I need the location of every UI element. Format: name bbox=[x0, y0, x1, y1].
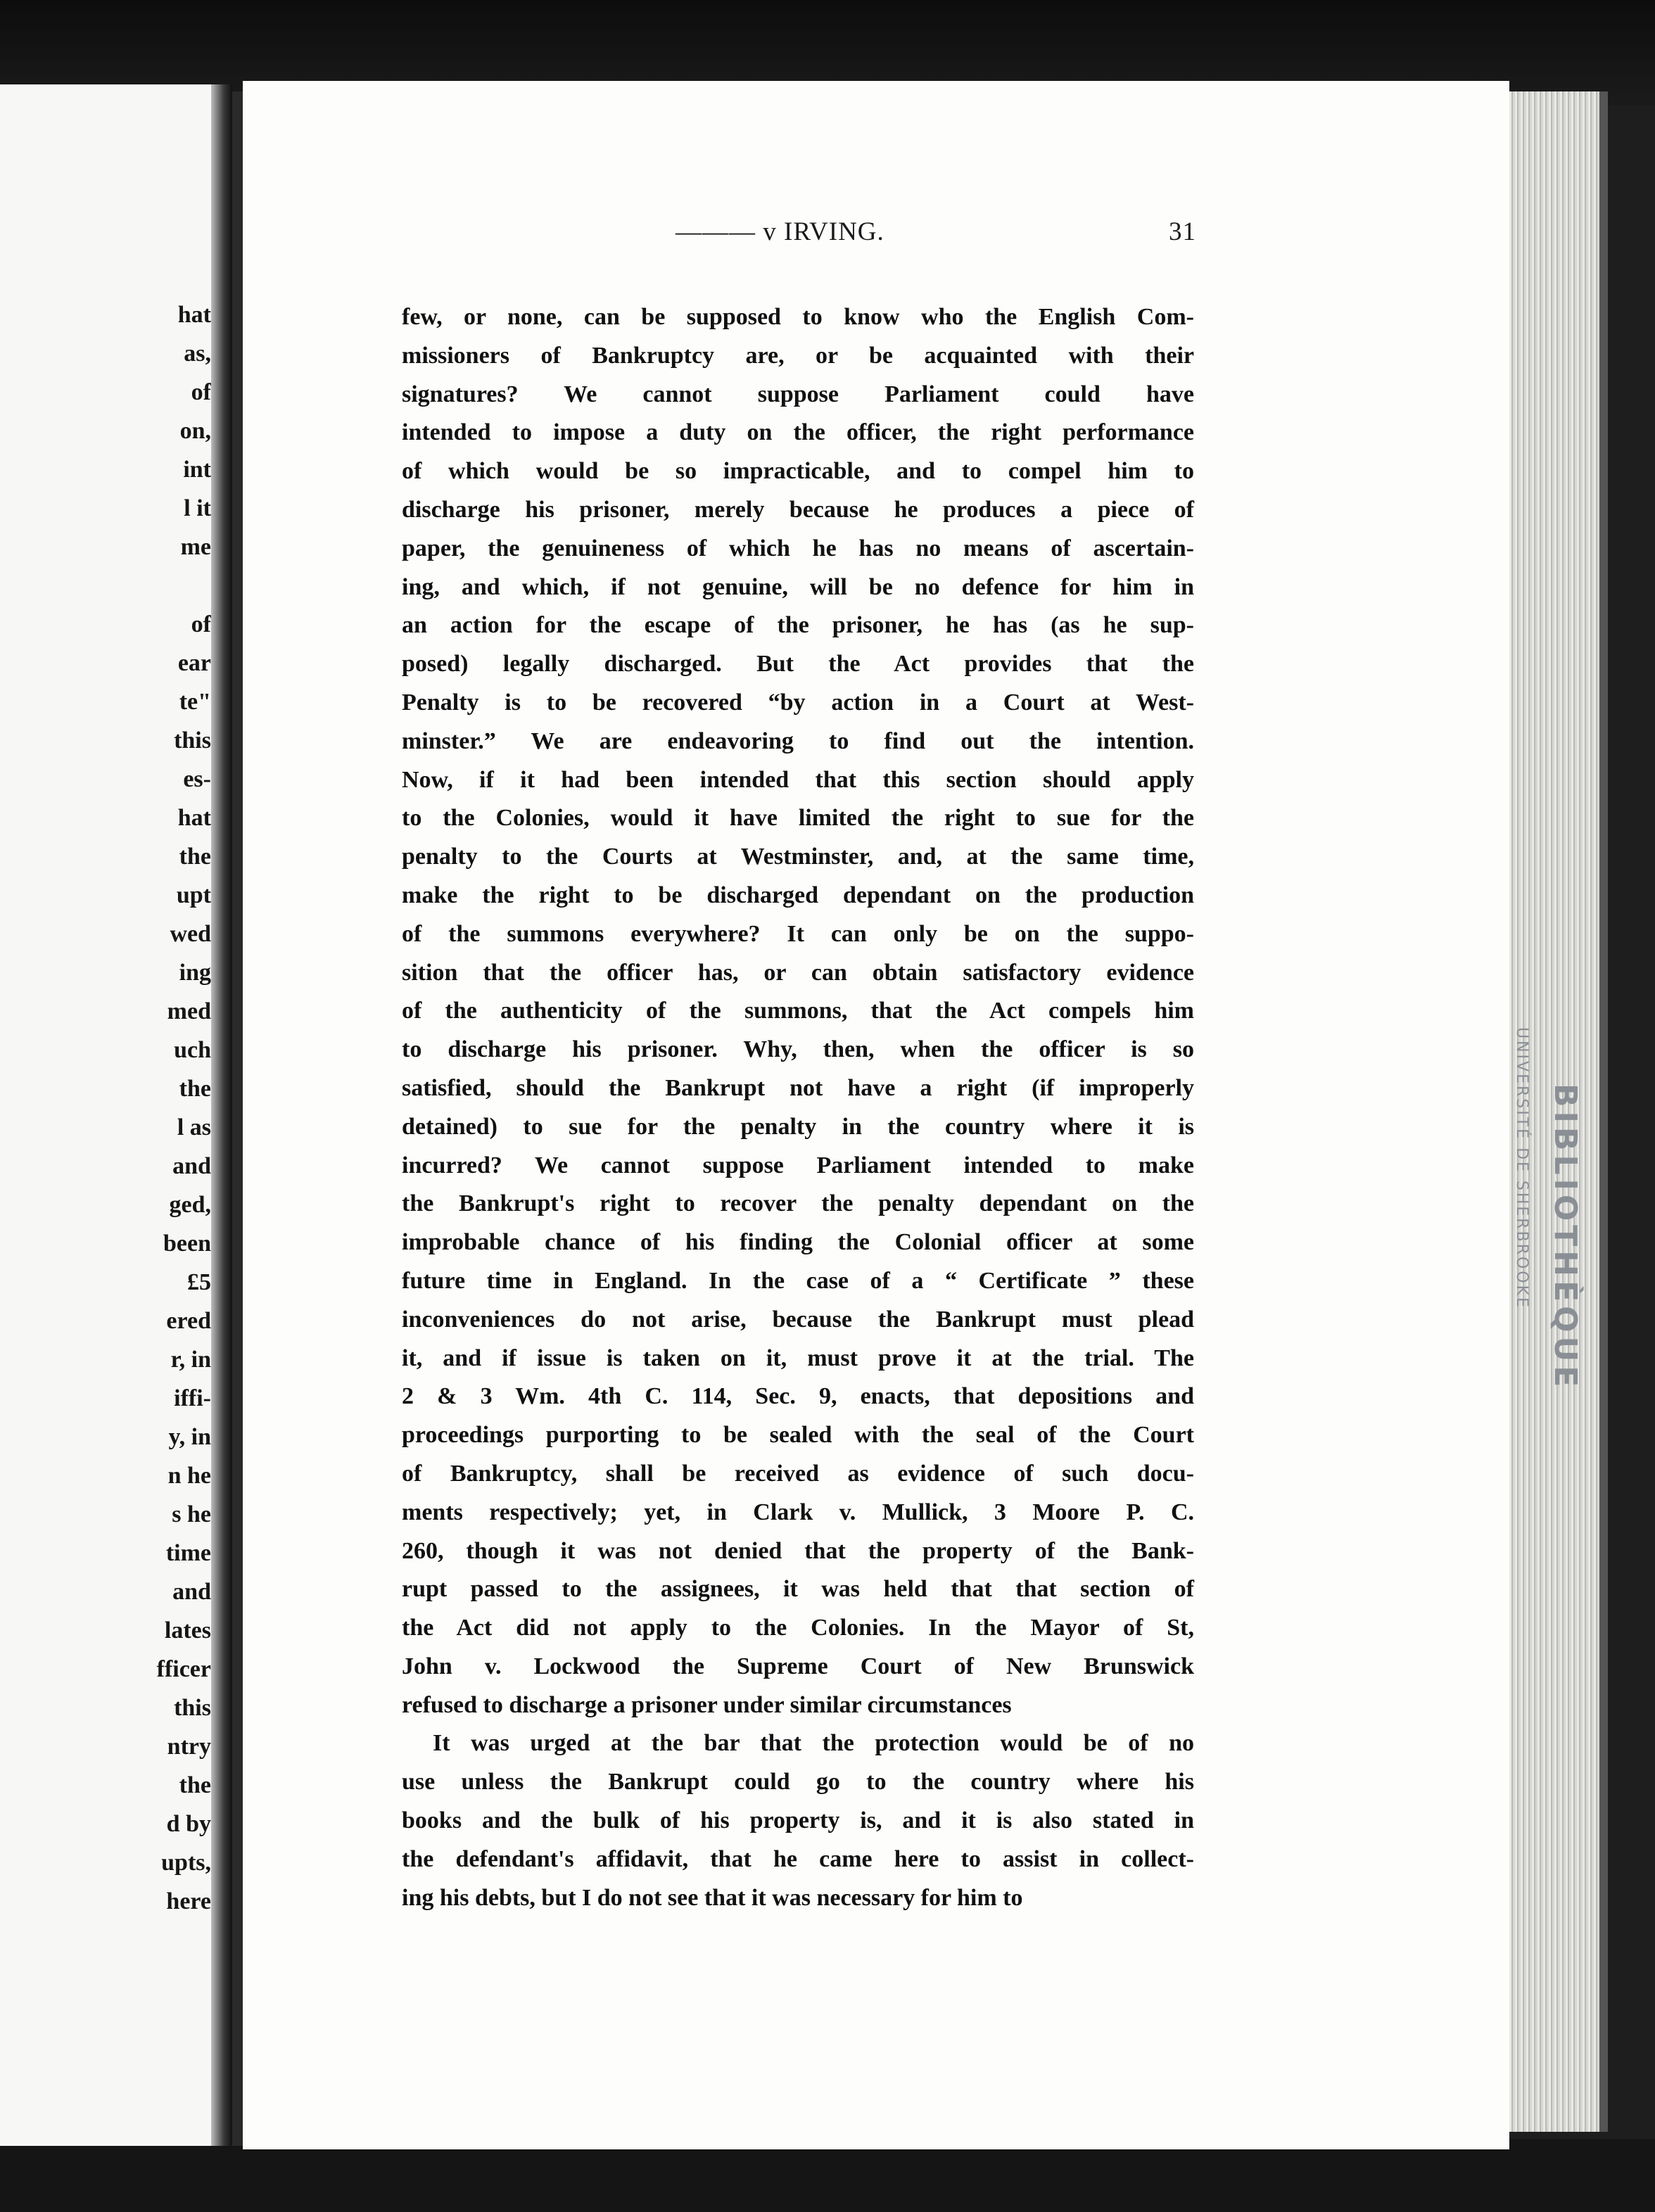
text-line: signatures? We cannot suppose Parliament could have bbox=[402, 381, 1194, 407]
text-line: 2 & 3 Wm. 4th C. 114, Sec. 9, enacts, that depositions and bbox=[402, 1383, 1194, 1410]
left-page-fragment: l as bbox=[177, 1114, 211, 1140]
text-line: of Bankruptcy, shall be received as evidence of such docu- bbox=[402, 1460, 1194, 1487]
left-page-text-fragments bbox=[7, 295, 218, 1921]
left-page-fragment: n he bbox=[167, 1463, 211, 1489]
text-line: Now, if it had been intended that this section should apply bbox=[402, 766, 1194, 793]
text-line: sition that the officer has, or can obtain satisfactory evidence bbox=[402, 959, 1194, 986]
running-head-title: ——— v IRVING. bbox=[676, 217, 884, 246]
left-page-fragment: fficer bbox=[156, 1656, 211, 1682]
text-line: the Act did not apply to the Colonies. In the Mayor of St, bbox=[402, 1615, 1194, 1641]
text-line: of the authenticity of the summons, that the Act compels him bbox=[402, 998, 1194, 1024]
left-page-fragment: wed bbox=[170, 921, 211, 947]
left-page-fragment: te" bbox=[179, 689, 211, 715]
text-line: detained) to sue for the penalty in the country where it is bbox=[402, 1113, 1194, 1140]
text-line: of the summons everywhere? It can only be on the suppo- bbox=[402, 920, 1194, 947]
left-page-fragment: this bbox=[174, 1695, 211, 1721]
left-page-fragment: y, in bbox=[168, 1424, 211, 1450]
left-page-fragment: l it bbox=[184, 495, 211, 521]
text-line: minster.” We are endeavoring to find out the intention. bbox=[402, 727, 1194, 754]
text-line: the Bankrupt's right to recover the penalty dependant on the bbox=[402, 1190, 1194, 1217]
running-head bbox=[676, 217, 1196, 252]
left-page-fragment: int bbox=[183, 457, 211, 483]
text-line: proceedings purporting to be sealed with the seal of the Court bbox=[402, 1422, 1194, 1449]
left-page-fragment: on, bbox=[179, 418, 211, 444]
left-page-fragment: me bbox=[180, 534, 211, 560]
left-page-fragment: hat bbox=[177, 302, 211, 328]
book-gutter-shadow bbox=[211, 84, 232, 2146]
left-page-fragment: r, in bbox=[170, 1347, 211, 1373]
text-line: It was urged at the bar that the protection would be of no bbox=[433, 1730, 1194, 1757]
left-page-fragment: as, bbox=[184, 341, 211, 367]
library-stamp bbox=[1478, 1027, 1590, 1463]
left-page-fragment bbox=[7, 566, 218, 605]
stamp-line-1: BIBLIOTHÈQUE bbox=[1547, 1083, 1583, 1392]
left-page-fragment: the bbox=[179, 1076, 211, 1102]
text-line: future time in England. In the case of a “ Certificate ” these bbox=[402, 1267, 1194, 1294]
left-page-fragment: upts, bbox=[161, 1850, 211, 1876]
text-line: it, and if issue is taken on it, must prove it at the trial. The bbox=[402, 1345, 1194, 1371]
text-line: to the Colonies, would it have limited the right to sue for the bbox=[402, 805, 1194, 832]
text-line: Penalty is to be recovered “by action in a Court at West- bbox=[402, 689, 1194, 716]
left-page-fragment: of bbox=[191, 379, 211, 405]
text-line: incurred? We cannot suppose Parliament intended to make bbox=[402, 1152, 1194, 1178]
left-page-fragment: med bbox=[167, 998, 211, 1024]
left-page-fragment: the bbox=[179, 844, 211, 870]
text-line: refused to discharge a prisoner under similar circumstances bbox=[402, 1691, 1012, 1718]
text-line: satisfied, should the Bankrupt not have a right (if improperly bbox=[402, 1074, 1194, 1101]
left-page-fragment: ing bbox=[179, 960, 211, 986]
text-line: paper, the genuineness of which he has no means of ascertain- bbox=[402, 535, 1194, 561]
left-page-fragment: £5 bbox=[187, 1269, 211, 1295]
left-page-fragment: iffi- bbox=[174, 1385, 211, 1411]
text-line: missioners of Bankruptcy are, or be acquainted with their bbox=[402, 342, 1194, 369]
left-page-fragment: hat bbox=[177, 805, 211, 831]
left-page-fragment: ered bbox=[166, 1308, 211, 1334]
text-line: posed) legally discharged. But the Act provides that the bbox=[402, 651, 1194, 678]
text-line: inconveniences do not arise, because the Bankrupt must plead bbox=[402, 1306, 1194, 1333]
left-page-fragment: been bbox=[163, 1231, 211, 1257]
stamp-line-2: UNIVERSITÉ DE SHERBROOKE bbox=[1513, 1027, 1530, 1309]
left-page-fragment: uch bbox=[174, 1037, 211, 1063]
left-page-fragment: ntry bbox=[167, 1734, 211, 1760]
text-line: John v. Lockwood the Supreme Court of New Brunswick bbox=[402, 1653, 1194, 1679]
left-page-fragment: upt bbox=[176, 882, 211, 908]
text-line: improbable chance of his finding the Colonial officer at some bbox=[402, 1229, 1194, 1256]
scan-background-bottom bbox=[0, 2139, 1655, 2212]
text-line: an action for the escape of the prisoner, he has (as he sup- bbox=[402, 612, 1194, 639]
text-line: use unless the Bankrupt could go to the country where his bbox=[402, 1769, 1194, 1795]
left-page-fragment: es- bbox=[183, 766, 211, 792]
page-number: 31 bbox=[1169, 217, 1196, 246]
text-line: few, or none, can be supposed to know who the English Com- bbox=[402, 304, 1194, 330]
text-line: rupt passed to the assignees, it was held that that section of bbox=[402, 1576, 1194, 1603]
left-page-fragment: here bbox=[166, 1888, 211, 1914]
left-page-fragment: s he bbox=[172, 1501, 211, 1527]
text-line: the defendant's affidavit, that he came here to assist in collect- bbox=[402, 1845, 1194, 1872]
text-line: ing, and which, if not genuine, will be no defence for him in bbox=[402, 573, 1194, 600]
text-line: ing his debts, but I do not see that it was necessary for him to bbox=[402, 1884, 1023, 1911]
text-line: make the right to be discharged dependant on the production bbox=[402, 882, 1194, 908]
left-page-fragment: and bbox=[172, 1579, 211, 1605]
text-line: of which would be so impracticable, and to compel him to bbox=[402, 458, 1194, 485]
left-page-fragment: ear bbox=[177, 650, 211, 676]
text-line: books and the bulk of his property is, and it is also stated in bbox=[402, 1807, 1194, 1834]
left-page-fragment: time bbox=[165, 1540, 211, 1566]
text-line: discharge his prisoner, merely because he produces a piece of bbox=[402, 496, 1194, 523]
left-page-fragment: of bbox=[191, 611, 211, 637]
text-line: 260, though it was not denied that the property of the Bank- bbox=[402, 1537, 1194, 1564]
text-line: ments respectively; yet, in Clark v. Mullick, 3 Moore P. C. bbox=[402, 1499, 1194, 1525]
left-page bbox=[0, 84, 218, 2146]
left-page-fragment: ged, bbox=[169, 1192, 211, 1218]
body-text bbox=[402, 298, 1194, 1917]
text-line: penalty to the Courts at Westminster, and, at the same time, bbox=[402, 844, 1194, 870]
left-page-fragment: d by bbox=[166, 1811, 211, 1837]
left-page-fragment: this bbox=[174, 727, 211, 754]
left-page-fragment: and bbox=[172, 1153, 211, 1179]
left-page-fragment: lates bbox=[164, 1617, 211, 1644]
left-page-fragment: the bbox=[179, 1772, 211, 1798]
text-line: to discharge his prisoner. Why, then, when the officer is so bbox=[402, 1036, 1194, 1063]
text-line: intended to impose a duty on the officer, the right performance bbox=[402, 419, 1194, 446]
